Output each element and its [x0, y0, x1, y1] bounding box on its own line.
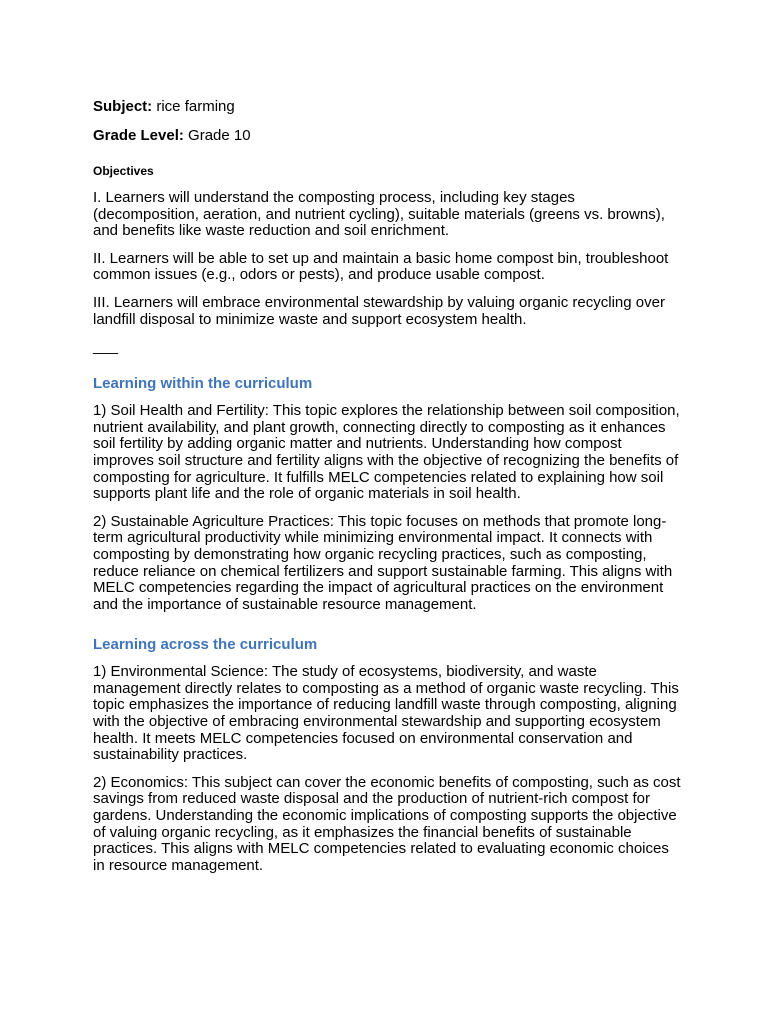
within-curriculum-item: 2) Sustainable Agriculture Practices: This topic focuses on methods that promote long-term agricultural productivity while minimizing environmental impact. It connects with composting by demonstrating how organic recycling practices, such as composting, reduce reliance on chemical fertilizers and support sustainable farming. This aligns with MELC competencies regarding the impact of agricultural practices on the environment and the importance of sustainable resource management. [93, 512, 673, 613]
grade-level-line [93, 127, 683, 145]
within-curriculum-heading: Learning within the curriculum [93, 375, 313, 393]
across-curriculum-heading: Learning across the curriculum [93, 636, 318, 654]
grade-level-value: Grade 10 [188, 127, 251, 144]
section-divider: ___ [93, 338, 119, 356]
objective-item: III. Learners will embrace environmental stewardship by valuing organic recycling over landfill disposal to minimize waste and support ecosystem health. [93, 293, 665, 328]
subject-label: Subject: [93, 98, 153, 115]
objectives-heading: Objectives [93, 164, 154, 178]
within-curriculum-item: 1) Soil Health and Fertility: This topic explores the relationship between soil composition, nutrient availability, and plant growth, connecting directly to composting as it enhances soil fertility by adding organic matter and nutrients. Understanding how compost improves soil structure and fertility aligns with the objective of recognizing the benefits of composting for agriculture. It fulfills MELC competencies related to explaining how soil supports plant life and the role of organic materials in soil health. [93, 402, 680, 503]
across-curriculum-item: 2) Economics: This subject can cover the economic benefits of composting, such as cost savings from reduced waste disposal and the production of nutrient-rich compost for gardens. Understanding the economic implications of composting supports the objective of valuing organic recycling, as it emphasizes the financial benefits of sustainable practices. This aligns with MELC competencies related to evaluating economic choices in resource management. [93, 773, 681, 874]
objective-item: I. Learners will understand the composting process, including key stages (decomposition, aeration, and nutrient cycling), suitable materials (greens vs. browns), and benefits like waste reduction and soil enrichment. [93, 189, 665, 240]
subject-line [93, 98, 683, 116]
document-page [93, 98, 683, 885]
across-curriculum-item: 1) Environmental Science: The study of ecosystems, biodiversity, and waste management directly relates to composting as a method of organic waste recycling. This topic emphasizes the importance of reducing landfill waste through composting, aligning with the objective of embracing environmental stewardship and supporting ecosystem health. It meets MELC competencies focused on environmental conservation and sustainability practices. [93, 663, 679, 764]
subject-value: rice farming [156, 98, 235, 115]
objective-item: II. Learners will be able to set up and maintain a basic home compost bin, troubleshoot common issues (e.g., odors or pests), and produce usable compost. [93, 249, 669, 284]
grade-level-label: Grade Level: [93, 127, 184, 144]
